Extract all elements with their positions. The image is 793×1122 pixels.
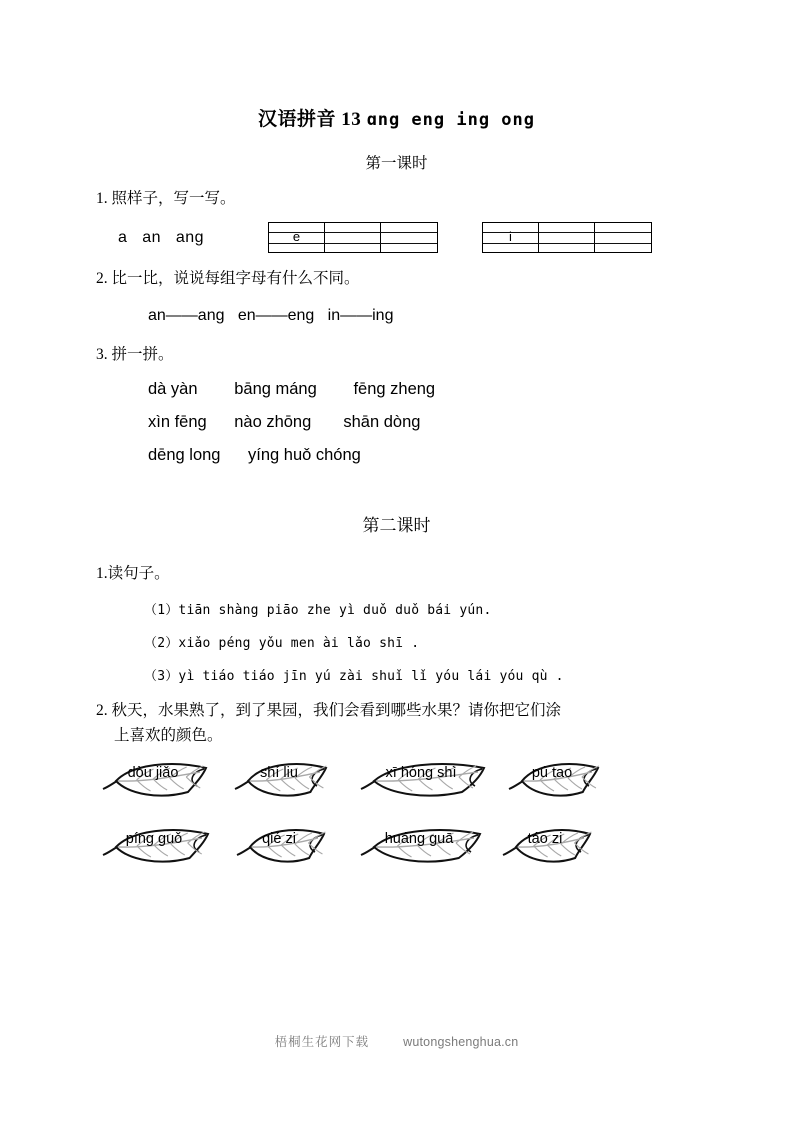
footer-watermark <box>0 1032 793 1050</box>
leaf-label: pú tao <box>531 765 573 782</box>
page-title-pinyin: ɑng eng ing ong <box>366 110 536 130</box>
page-title-chinese: 汉语拼音 13 <box>257 109 367 130</box>
grid-cell[interactable] <box>381 223 437 252</box>
leaf-stem <box>103 847 117 855</box>
footer-site-name: 梧桐生花网下载 <box>274 1035 370 1049</box>
grid-cell[interactable] <box>483 223 539 252</box>
leaf-shape[interactable] <box>234 754 330 806</box>
leaf-label: dòu jiǎo <box>127 765 179 782</box>
leaf-shape[interactable] <box>502 820 594 872</box>
pinyin-line: xìn fēng nào zhōng shān dòng <box>148 412 421 431</box>
lesson2-q1-prompt: 1.读句子。 <box>96 564 170 582</box>
page-title <box>96 0 697 131</box>
leaf-stem <box>503 847 517 855</box>
leaf-stem <box>103 781 117 789</box>
leaf-label: shí liu <box>260 765 298 782</box>
pinyin-line: dēng long yíng huǒ chóng <box>148 445 361 464</box>
leaf-label: píng guǒ <box>125 831 183 848</box>
lesson2-q2-prompt-line1: 2. 秋天，水果熟了，到了果园，我们会看到哪些水果？请你把它们涂 <box>96 702 562 719</box>
grid-cell[interactable] <box>539 223 595 252</box>
leaf-stem <box>235 781 249 789</box>
leaf-shape[interactable] <box>360 754 488 806</box>
leaf-stem <box>361 847 375 855</box>
lesson-1-heading: 第一课时 <box>365 155 428 172</box>
grid-glyph-i: i <box>509 229 512 245</box>
leaf-label: huáng guā <box>384 831 454 848</box>
leaf-stem <box>509 781 523 789</box>
lesson2-q2-prompt-line2: 上喜欢的颜色。 <box>114 727 223 745</box>
grid-cell[interactable] <box>595 223 651 252</box>
leaf-shape[interactable] <box>508 754 602 806</box>
leaf-shape[interactable] <box>102 820 212 872</box>
grid-cell[interactable] <box>325 223 381 252</box>
lesson2-q2-prompt <box>96 698 697 748</box>
lesson1-q1-prompt: 1. 照样子，写一写。 <box>96 190 236 207</box>
lesson1-q2-prompt: 2. 比一比，说说每组字母有什么不同。 <box>96 270 360 288</box>
sentence-item: （2）xiǎo péng yǒu men ài lǎo shī . <box>144 636 420 651</box>
sample-letters: a an ang <box>118 228 205 246</box>
sentence-item: （3）yì tiáo tiáo jīn yú zài shuǐ lǐ yóu lái yóu qù . <box>144 669 564 684</box>
four-line-grid-right[interactable] <box>482 222 652 253</box>
leaf-label: xī hóng shì <box>385 765 457 782</box>
leaf-label: táo zi <box>527 831 563 848</box>
leaf-row-1 <box>96 754 697 806</box>
leaf-stem <box>237 847 251 855</box>
leaf-stem <box>361 781 375 789</box>
four-line-grid-left[interactable] <box>268 222 438 253</box>
lesson-2-heading: 第二课时 <box>362 515 431 535</box>
lesson1-q3-prompt: 3. 拼一拼。 <box>96 345 174 363</box>
lesson1-q1-body <box>96 222 697 253</box>
leaf-shape[interactable] <box>236 820 328 872</box>
grid-glyph-e: e <box>292 229 301 245</box>
leaf-label: qié zi <box>262 831 296 848</box>
leaf-shape[interactable] <box>360 820 484 872</box>
footer-site-url: wutongshenghua.cn <box>403 1035 519 1049</box>
lesson1-q2-pairs: an——ang en——eng in——ing <box>148 306 394 324</box>
leaf-shape[interactable] <box>102 754 210 806</box>
pinyin-line: dà yàn bāng máng fēng zheng <box>148 379 436 398</box>
lesson2-q1-sentences <box>96 599 697 684</box>
lesson1-q3-body <box>96 380 697 465</box>
leaf-row-2 <box>96 820 697 872</box>
sentence-item: （1）tiān shàng piāo zhe yì duǒ duǒ bái yún. <box>144 603 492 618</box>
grid-cell[interactable] <box>269 223 325 252</box>
